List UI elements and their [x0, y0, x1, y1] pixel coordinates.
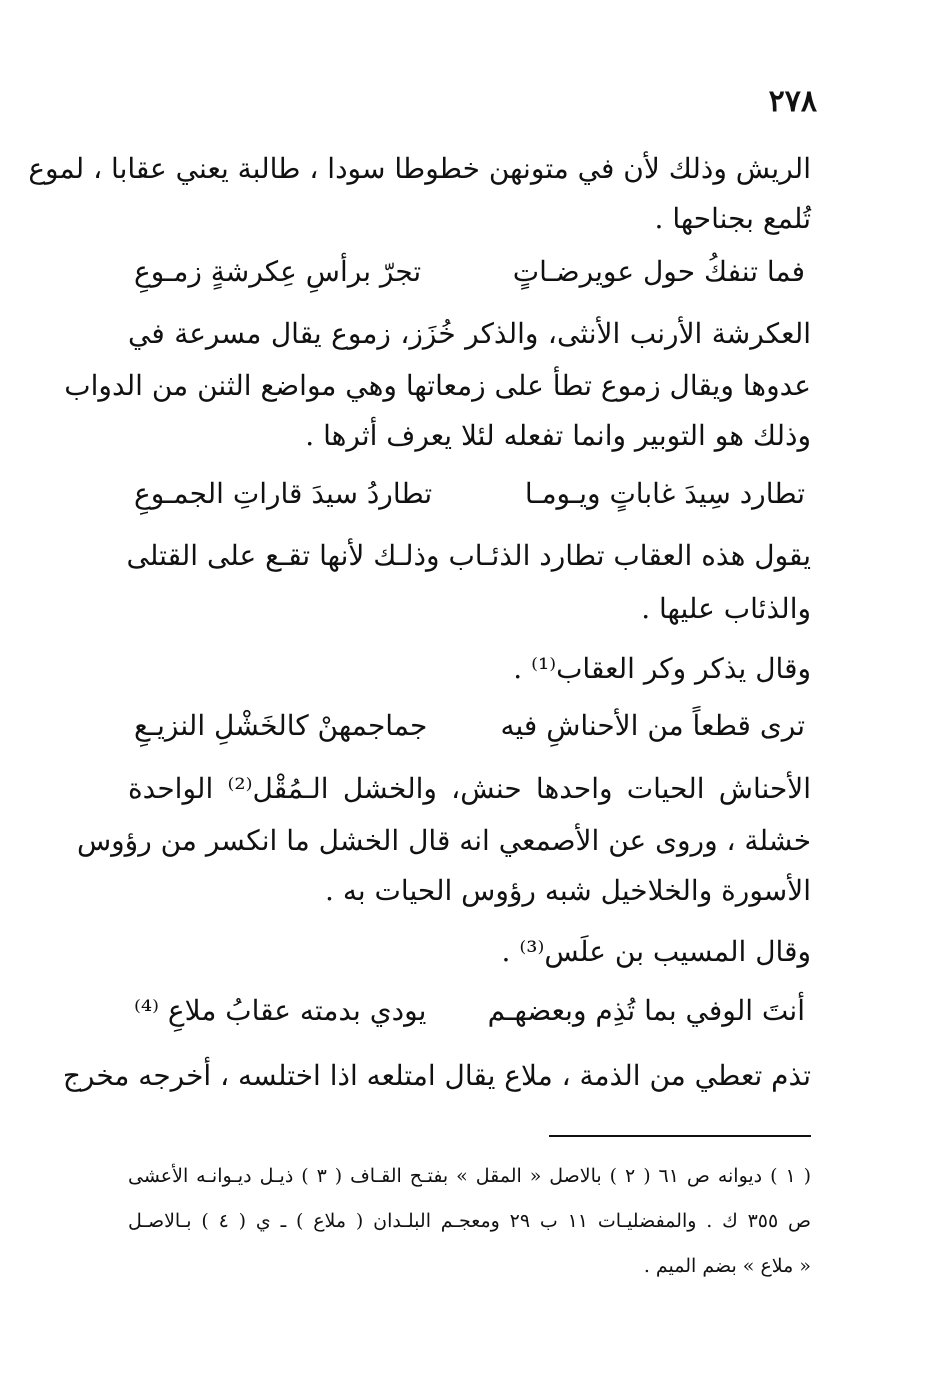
- verse-second-hemistich: جماجمهنْ كالخَشْلِ النزيـعِ: [134, 709, 428, 742]
- verse-second-hemistich: يودي بدمته عقابُ ملاعِ ⁽⁴⁾: [134, 994, 427, 1027]
- text-line: وقال المسيب بن علَس⁽³⁾ .: [501, 935, 811, 968]
- text-line: والذئاب عليها .: [641, 592, 811, 625]
- text-line: تذم تعطي من الذمة ، ملاع يقال امتلعه اذا اختلسه ، أخرجه مخرج: [62, 1059, 811, 1092]
- verse-line: [134, 709, 805, 742]
- verse-first-hemistich: ترى قطعاً من الأحناشِ فيه: [500, 709, 805, 742]
- footnote-line: ( ١ ) ديوانه ص ٦١ ( ٢ ) بالاصل « المقل » بفتـح القـاف ( ٣ ) ذيـل ديـوانـه الأعشى: [128, 1165, 812, 1187]
- page-number: ٢٧٨: [768, 84, 817, 119]
- text-line: وقال يذكر وكر العقاب⁽¹⁾ .: [513, 652, 811, 685]
- text-line: تُلمع بجناحها .: [654, 202, 811, 235]
- footnote-line: ص ٣٥٥ ك . والمفضليـات ١١ ب ٢٩ ومعجـم البلـدان ( ملاع ) ـ ي ( ٤ ) بـالاصـل: [128, 1210, 811, 1232]
- text-line: العكرشة الأرنب الأنثى، والذكر خُزَز، زموع يقال مسرعة في: [128, 317, 811, 350]
- verse-first-hemistich: فما تنفكُ حول عويرضـاتٍ: [512, 255, 805, 288]
- text-line: الريش وذلك لأن في متونهن خطوطا سودا ، طالبة يعني عقابا ، لموع: [28, 152, 811, 185]
- verse-first-hemistich: أنتَ الوفي بما تُذِم وبعضهـم: [487, 994, 805, 1027]
- text-line: الأحناش الحيات واحدها حنش، والخشل الـمُقْل⁽²⁾ الواحدة: [128, 772, 811, 805]
- verse-second-hemistich: تطاردُ سيدَ قاراتِ الجمـوعِ: [134, 477, 433, 510]
- text-line: يقول هذه العقاب تطارد الذئـاب وذلـك لأنها تقـع على القتلى: [126, 539, 811, 572]
- text-line: عدوها ويقال زموع تطأ على زمعاتها وهي مواضع الثنن من الدواب: [64, 369, 811, 402]
- text-line: وذلك هو التوبير وانما تفعله لئلا يعرف أثرها .: [305, 419, 811, 452]
- verse-line: [134, 255, 805, 288]
- text-line: خشلة ، وروى عن الأصمعي انه قال الخشل ما انكسر من رؤوس: [76, 824, 811, 857]
- text-line: الأسورة والخلاخيل شبه رؤوس الحيات به .: [325, 874, 811, 907]
- verse-line: [134, 994, 805, 1027]
- verse-second-hemistich: تجرّ برأسِ عِكرشةٍ زمـوعِ: [134, 255, 422, 288]
- footnote-separator: [549, 1135, 811, 1137]
- verse-line: [134, 477, 805, 510]
- footnote-line: « ملاع » بضم الميم .: [643, 1255, 811, 1277]
- verse-first-hemistich: تطارد سِيدَ غاباتٍ ويـومـا: [524, 477, 805, 510]
